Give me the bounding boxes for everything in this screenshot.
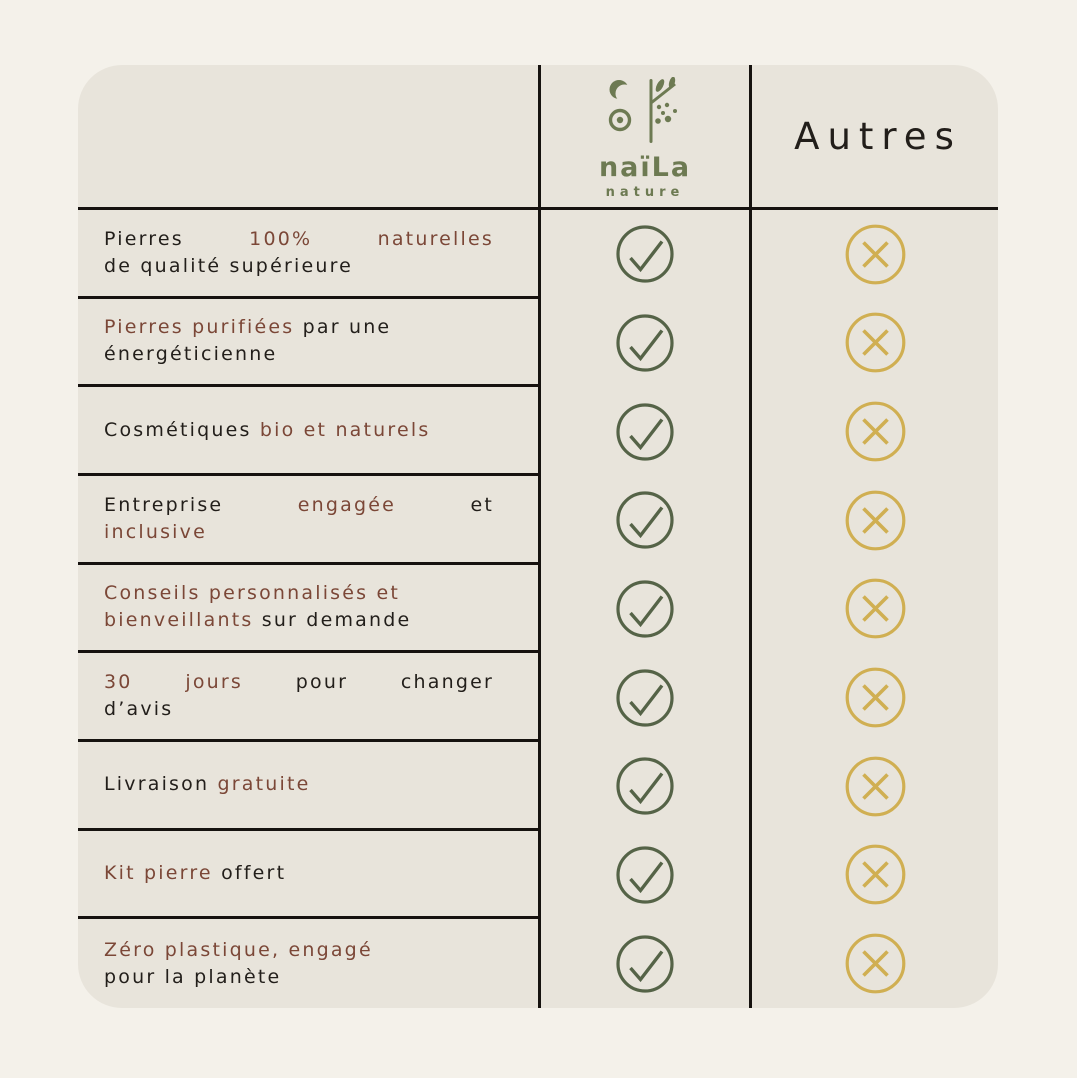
cross-icon bbox=[844, 223, 907, 286]
feature-label bbox=[104, 417, 494, 444]
feature-cell bbox=[78, 299, 538, 388]
header-brand-cell bbox=[538, 65, 749, 210]
feature-label-segment: Livraison bbox=[104, 773, 218, 796]
comparison-table bbox=[78, 65, 998, 1008]
feature-label-segment: Cosmétiques bbox=[104, 418, 260, 441]
check-icon bbox=[615, 224, 675, 284]
feature-label-segment: offert bbox=[221, 861, 287, 884]
naila-value-cell bbox=[538, 387, 749, 476]
check-icon bbox=[615, 756, 675, 816]
feature-label-segment: 30 jours bbox=[104, 671, 296, 694]
cross-icon bbox=[844, 577, 907, 640]
feature-cell bbox=[78, 742, 538, 831]
autres-value-cell bbox=[749, 210, 998, 299]
feature-label-segment: bienveillants bbox=[104, 609, 262, 632]
cross-icon bbox=[844, 843, 907, 906]
feature-label bbox=[104, 771, 494, 798]
feature-label-segment: sur demande bbox=[261, 609, 412, 632]
feature-label-segment: bio et naturels bbox=[259, 418, 431, 441]
naila-value-cell bbox=[538, 653, 749, 742]
feature-label-segment: 100% naturelles bbox=[249, 227, 494, 250]
header-feature-cell bbox=[78, 65, 538, 210]
feature-label bbox=[104, 492, 494, 546]
feature-label bbox=[104, 580, 494, 634]
check-icon bbox=[615, 845, 675, 905]
autres-value-cell bbox=[749, 476, 998, 565]
feature-cell bbox=[78, 653, 538, 742]
check-icon bbox=[615, 402, 675, 462]
feature-label-segment: pour la planète bbox=[104, 965, 282, 988]
feature-label-segment: énergéticienne bbox=[104, 343, 278, 366]
naila-value-cell bbox=[538, 210, 749, 299]
cross-icon bbox=[844, 666, 907, 729]
feature-label-segment: Pierres bbox=[104, 227, 250, 250]
cross-icon bbox=[844, 400, 907, 463]
feature-label bbox=[104, 314, 494, 368]
feature-label-segment: gratuite bbox=[217, 773, 311, 796]
feature-label bbox=[104, 226, 494, 280]
naila-value-cell bbox=[538, 919, 749, 1008]
cross-icon bbox=[844, 311, 907, 374]
naila-value-cell bbox=[538, 299, 749, 388]
feature-label-segment: Pierres purifiées bbox=[104, 316, 303, 339]
feature-label-segment: d’avis bbox=[104, 698, 174, 721]
feature-cell bbox=[78, 210, 538, 299]
autres-value-cell bbox=[749, 742, 998, 831]
feature-label-segment: pour changer bbox=[295, 671, 494, 694]
check-icon bbox=[615, 313, 675, 373]
autres-value-cell bbox=[749, 387, 998, 476]
feature-label-segment: par une bbox=[302, 316, 392, 339]
feature-cell bbox=[78, 476, 538, 565]
autres-value-cell bbox=[749, 299, 998, 388]
check-icon bbox=[615, 934, 675, 994]
brand-name: naïLa bbox=[598, 152, 692, 183]
feature-label-segment: et bbox=[470, 493, 494, 516]
naila-plant-moon-logo-icon bbox=[599, 77, 691, 151]
feature-cell bbox=[78, 565, 538, 654]
feature-label-segment: Conseils personnalisés et bbox=[104, 582, 401, 605]
check-icon bbox=[615, 579, 675, 639]
feature-label-segment: de qualité supérieure bbox=[104, 254, 354, 277]
autres-value-cell bbox=[749, 919, 998, 1008]
check-icon bbox=[615, 490, 675, 550]
feature-label-segment: Entreprise bbox=[104, 493, 298, 516]
feature-cell bbox=[78, 919, 538, 1008]
feature-label-segment: engagée bbox=[297, 493, 471, 516]
naila-value-cell bbox=[538, 742, 749, 831]
check-icon bbox=[615, 668, 675, 728]
feature-label-segment: inclusive bbox=[104, 520, 207, 543]
naila-value-cell bbox=[538, 831, 749, 920]
feature-label-segment: Kit pierre bbox=[104, 861, 222, 884]
naila-value-cell bbox=[538, 565, 749, 654]
feature-label bbox=[104, 860, 494, 887]
autres-value-cell bbox=[749, 831, 998, 920]
cross-icon bbox=[844, 932, 907, 995]
header-autres-cell bbox=[749, 65, 998, 210]
brand-subtitle: nature bbox=[605, 185, 685, 200]
autres-value-cell bbox=[749, 565, 998, 654]
feature-cell bbox=[78, 387, 538, 476]
feature-label-segment: Zéro plastique, engagé bbox=[104, 938, 373, 961]
competitor-label: Autres bbox=[794, 114, 962, 158]
naila-value-cell bbox=[538, 476, 749, 565]
cross-icon bbox=[844, 755, 907, 818]
autres-value-cell bbox=[749, 653, 998, 742]
cross-icon bbox=[844, 489, 907, 552]
feature-label bbox=[104, 669, 494, 723]
feature-label bbox=[104, 937, 494, 991]
feature-cell bbox=[78, 831, 538, 920]
